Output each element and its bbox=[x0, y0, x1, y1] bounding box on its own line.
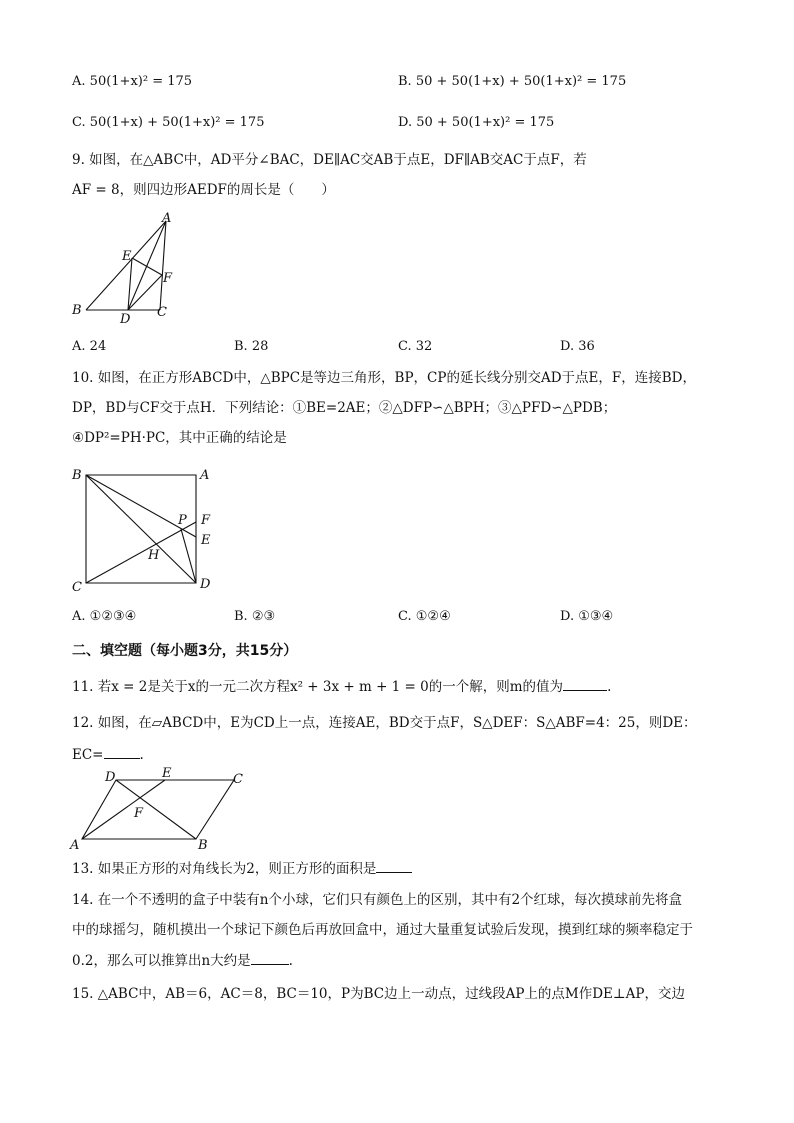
q9-option-b[interactable] bbox=[234, 337, 268, 357]
q12-parallelogram bbox=[82, 780, 234, 839]
q11-answer-blank[interactable] bbox=[563, 676, 607, 691]
option-text: 50 + 50(1+x)² = 175 bbox=[416, 115, 555, 130]
q12-label-b: B bbox=[198, 838, 208, 853]
option-text: ②③ bbox=[251, 609, 276, 624]
option-label: A. bbox=[72, 609, 86, 624]
option-text: 36 bbox=[578, 339, 595, 354]
q9-label-f: F bbox=[163, 271, 173, 286]
q12-stem-line1: 12. 如图，在▱ABCD中，E为CD上一点，连接AE，BD交于点F，S△DEF：S△ABF=4：25，则DE： bbox=[72, 715, 697, 731]
option-text: 50 + 50(1+x) + 50(1+x)² = 175 bbox=[415, 74, 627, 89]
option-text: ①③④ bbox=[578, 609, 614, 624]
q9-label-c: C bbox=[157, 305, 167, 320]
q10-label-h: H bbox=[148, 548, 160, 563]
q10-label-d: D bbox=[200, 577, 211, 592]
option-label: B. bbox=[234, 339, 248, 354]
q10-label-p: P bbox=[178, 513, 187, 528]
q12-segment-ae bbox=[82, 780, 165, 839]
option-text: 50(1+x) + 50(1+x)² = 175 bbox=[89, 115, 265, 130]
q12-answer-blank[interactable] bbox=[104, 744, 140, 759]
option-label: C. bbox=[72, 115, 86, 130]
option-label: A. bbox=[72, 74, 86, 89]
q15-stem: 15. △ABC中，AB＝6，AC＝8，BC＝10，P为BC边上一动点，过线段AP上的点M作DE⊥AP，交边 bbox=[72, 986, 685, 1002]
q10-stem-line2: DP，BD与CF交于点H．下列结论：①BE=2AE；②△DFP∽△BPH；③△PFD∽△PDB； bbox=[72, 400, 617, 416]
q9-option-c[interactable] bbox=[398, 337, 432, 357]
q11-text-end: . bbox=[607, 679, 612, 695]
q10-label-f: F bbox=[201, 513, 211, 528]
q13-text: 13. 如果正方形的对角线长为2，则正方形的面积是 bbox=[72, 861, 377, 877]
q9-segment-ab bbox=[86, 221, 166, 310]
q10-segment-bd bbox=[86, 475, 196, 583]
q9-label-e: E bbox=[122, 249, 132, 264]
q8-option-c[interactable] bbox=[72, 113, 264, 133]
q9-stem-line1: 9. 如图，在△ABC中，AD平分∠BAC，DE∥AC交AB于点E，DF∥AB交AC于点F，若 bbox=[72, 152, 587, 168]
option-text: 28 bbox=[251, 339, 269, 354]
q14-text-end: . bbox=[288, 953, 293, 969]
q12-label-a: A bbox=[70, 838, 80, 853]
q9-option-d[interactable] bbox=[560, 337, 595, 357]
q10-label-e: E bbox=[201, 533, 211, 548]
q14-answer-blank[interactable] bbox=[251, 950, 289, 965]
q8-option-a[interactable] bbox=[72, 72, 192, 92]
q10-option-b[interactable] bbox=[234, 607, 275, 627]
q13-stem bbox=[72, 858, 412, 879]
q14-text: 0.2，那么可以推算出n大约是 bbox=[72, 953, 251, 969]
option-label: D. bbox=[398, 115, 413, 130]
q10-option-c[interactable] bbox=[398, 607, 451, 627]
q12-figure bbox=[68, 765, 258, 855]
q10-label-b: B bbox=[72, 468, 82, 483]
q9-label-b: B bbox=[72, 303, 82, 318]
q9-figure bbox=[70, 210, 200, 325]
q14-stem-line2: 中的球摇匀，随机摸出一个球记下颜色后再放回盒中，通过大量重复试验后发现，摸到红球的频率稳定于 bbox=[72, 922, 693, 938]
q8-option-b[interactable] bbox=[398, 72, 626, 92]
q12-text: EC= bbox=[72, 747, 104, 763]
q9-stem-line2: AF = 8，则四边形AEDF的周长是（ ） bbox=[72, 182, 335, 198]
q10-stem-line1: 10. 如图，在正方形ABCD中，△BPC是等边三角形，BP，CP的延长线分别交AD于点E，F，连接BD， bbox=[72, 370, 697, 386]
option-text: ①②④ bbox=[415, 609, 451, 624]
q10-stem-line3: ④DP²=PH·PC，其中正确的结论是 bbox=[72, 430, 287, 446]
q11-stem bbox=[72, 676, 611, 697]
section-heading-fill-in: 二、填空题（每小题3分，共15分） bbox=[72, 643, 298, 659]
q9-option-a[interactable] bbox=[72, 337, 106, 357]
q11-text: 11. 若x = 2是关于x的一元二次方程x² + 3x + m + 1 = 0的一个解，则m的值为 bbox=[72, 679, 564, 695]
q8-option-d[interactable] bbox=[398, 113, 554, 133]
option-text: 50(1+x)² = 175 bbox=[89, 74, 193, 89]
option-label: C. bbox=[398, 609, 412, 624]
option-text: 24 bbox=[89, 339, 107, 354]
option-label: B. bbox=[234, 609, 248, 624]
q12-text-end: . bbox=[139, 747, 144, 763]
q9-segment-ef bbox=[132, 258, 162, 275]
option-label: D. bbox=[560, 339, 575, 354]
q9-label-d: D bbox=[120, 312, 131, 327]
option-label: C. bbox=[398, 339, 412, 354]
q9-segment-ad bbox=[128, 221, 166, 310]
option-label: B. bbox=[398, 74, 412, 89]
q12-stem-line2 bbox=[72, 744, 144, 765]
q12-label-e: E bbox=[162, 766, 172, 781]
q10-option-a[interactable] bbox=[72, 607, 136, 627]
option-label: A. bbox=[72, 339, 86, 354]
q9-label-a: A bbox=[162, 211, 172, 226]
q12-label-d: D bbox=[105, 770, 116, 785]
q13-answer-blank[interactable] bbox=[376, 858, 412, 873]
option-text: ①②③④ bbox=[89, 609, 137, 624]
q10-label-c: C bbox=[72, 580, 82, 595]
q12-label-c: C bbox=[233, 772, 243, 787]
q10-segment-cf bbox=[86, 522, 196, 583]
option-label: D. bbox=[560, 609, 575, 624]
option-text: 32 bbox=[415, 339, 433, 354]
q10-label-a: A bbox=[200, 468, 210, 483]
q14-stem-line1: 14. 在一个不透明的盒子中装有n个小球，它们只有颜色上的区别，其中有2个红球，每次摸球前先将盒 bbox=[72, 892, 683, 908]
q12-label-f: F bbox=[134, 806, 144, 821]
q10-option-d[interactable] bbox=[560, 607, 613, 627]
q12-segment-bd bbox=[116, 780, 196, 839]
q14-stem-line3 bbox=[72, 950, 293, 971]
q9-segment-ac bbox=[160, 221, 166, 310]
q10-figure bbox=[70, 465, 220, 600]
